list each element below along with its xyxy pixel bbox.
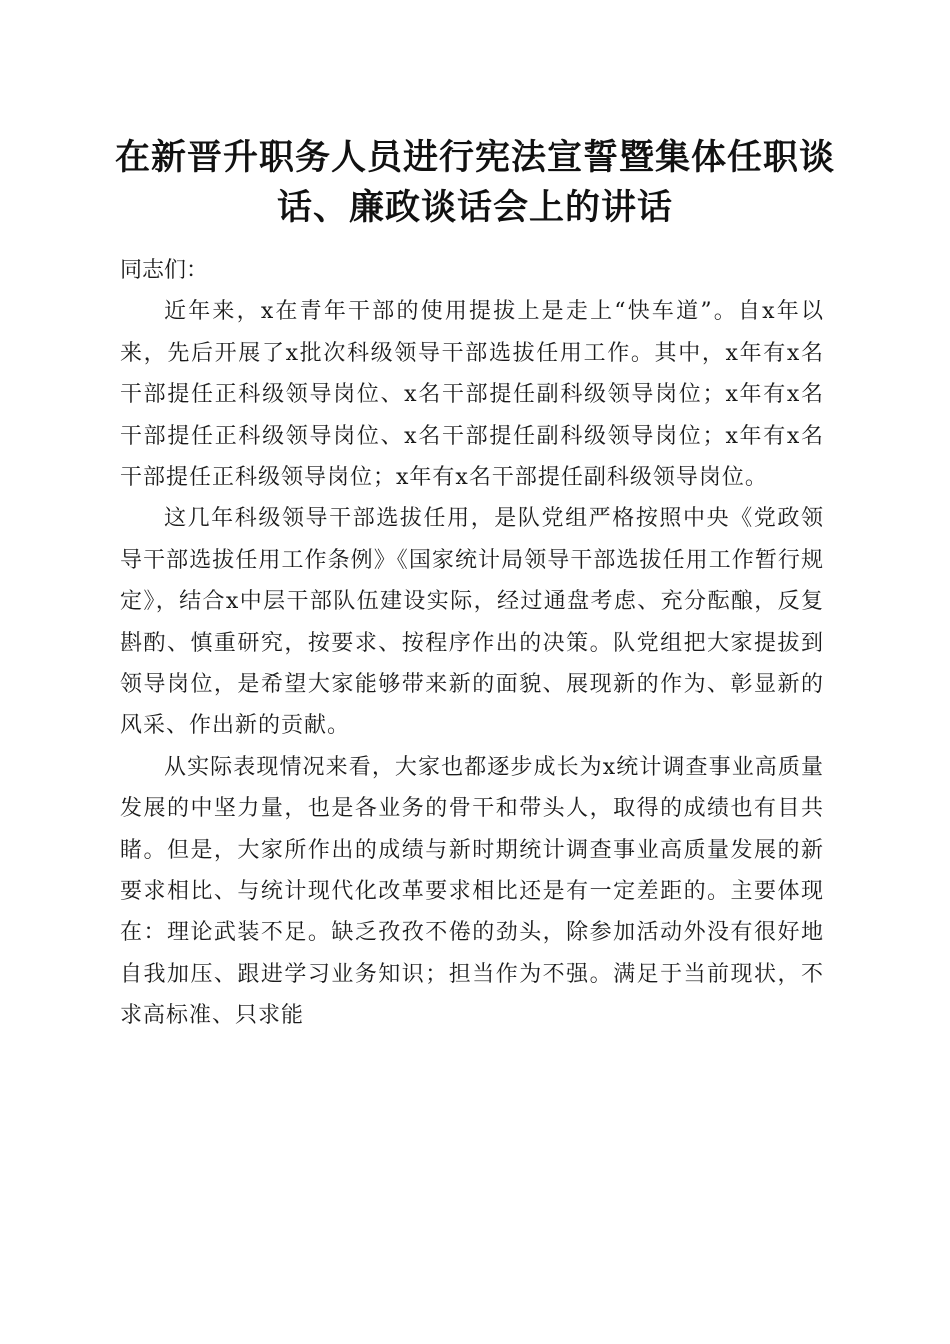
title-line-1: 在新晋升职务人员进行宪法宣誓暨集体任职谈 (114, 137, 835, 178)
paragraph: 从实际表现情况来看，大家也都逐步成长为x统计调查事业高质量发展的中坚力量，也是各业务的骨干和带头人，取得的成绩也有目共睹。但是，大家所作出的成绩与新时期统计调查事业高质量发展的新要求相比、与统计现代化改革要求相比还是有一定差距的。主要体现在：理论武装不足。缺乏孜孜不倦的劲头，除参加活动外没有很好地自我加压、跟进学习业务知识；担当作为不强。满足于当前现状，不求高标准、只求能 (120, 754, 824, 1029)
document-title (100, 133, 850, 233)
paragraph: 这几年科级领导干部选拔任用，是队党组严格按照中央《党政领导干部选拔任用工作条例》《国家统计局领导干部选拔任用工作暂行规定》，结合x中层干部队伍建设实际，经过通盘考虑、充分酝酿，反复斟酌、慎重研究，按要求、按程序作出的决策。队党组把大家提拔到领导岗位，是希望大家能够带来新的面貌、展现新的作为、彰显新的风采、作出新的贡献。 (120, 506, 824, 739)
paragraph: 近年来，x在青年干部的使用提拔上是走上“快车道”。自x年以来，先后开展了x批次科级领导干部选拔任用工作。其中，x年有x名干部提任正科级领导岗位、x名干部提任副科级领导岗位；x年有x名干部提任正科级领导岗位、x名干部提任副科级领导岗位；x年有x名干部提任正科级领导岗位；x年有x名干部提任副科级领导岗位。 (120, 299, 824, 491)
salutation: 同志们： (120, 258, 209, 283)
title-line-2: 话、廉政谈话会上的讲话 (276, 187, 673, 228)
document-body (120, 250, 824, 1037)
